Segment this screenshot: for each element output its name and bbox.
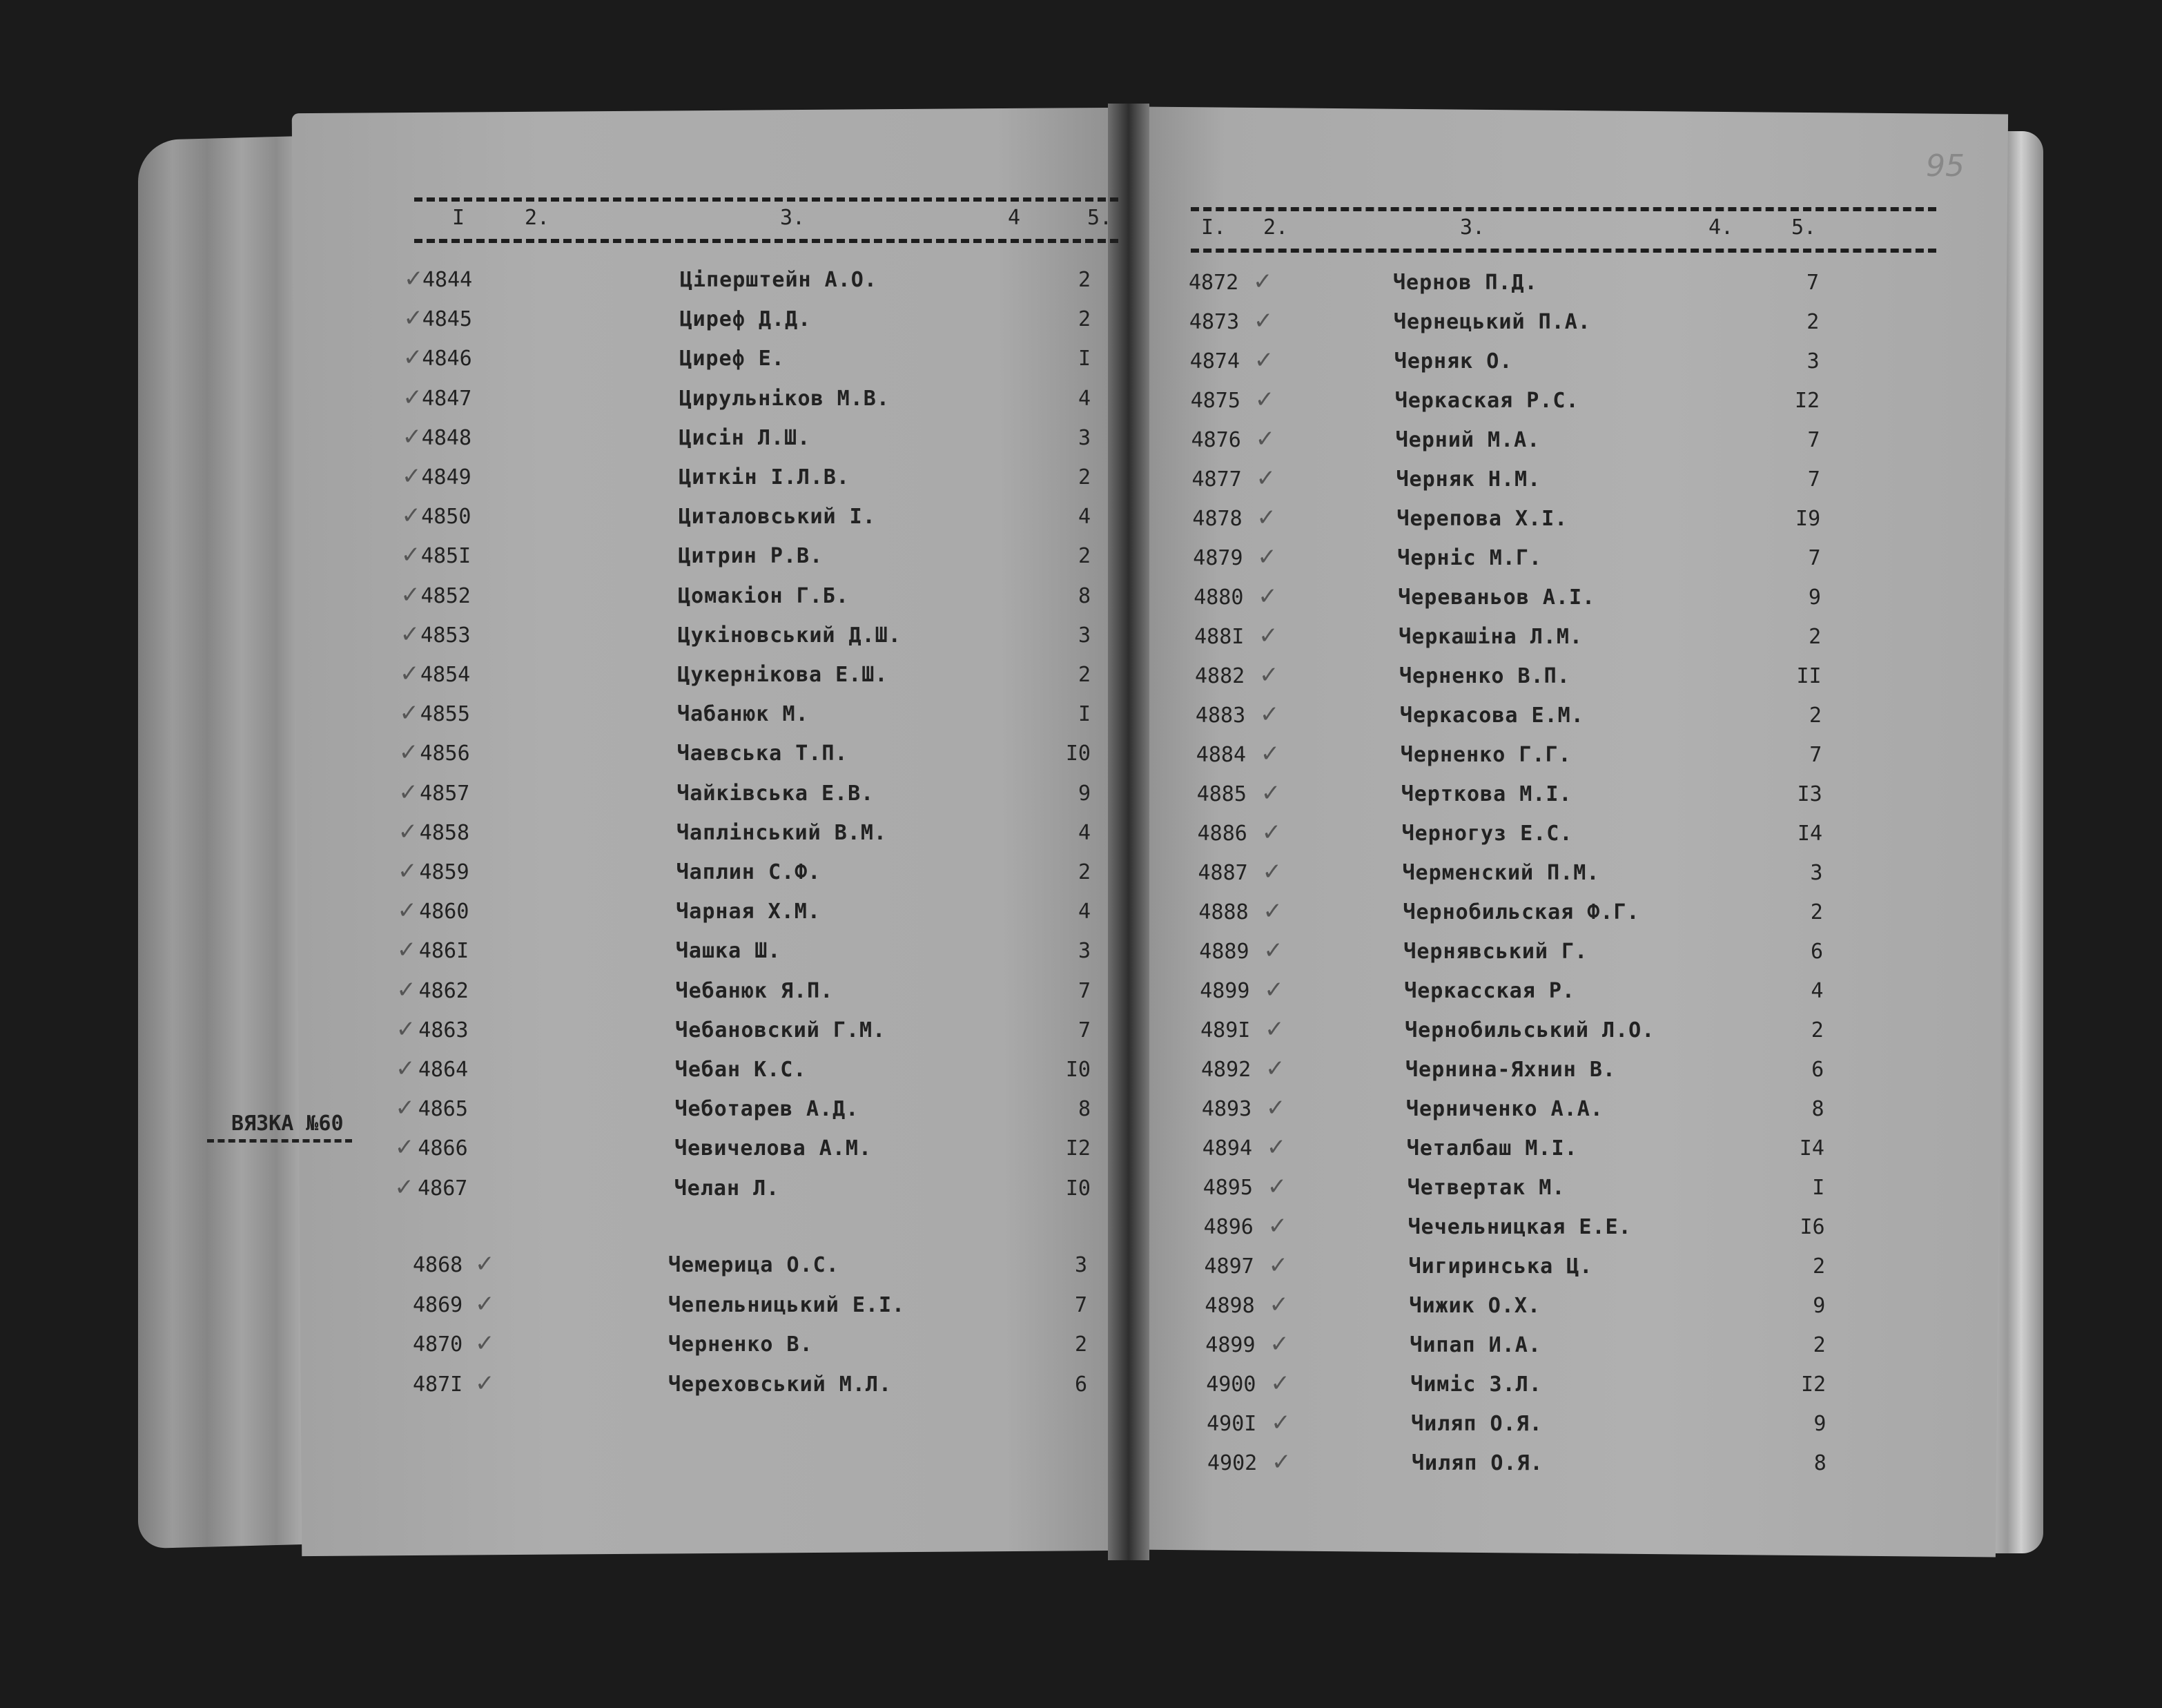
check-mark: ✓ [1261,819,1282,846]
check-mark: ✓ [1267,1212,1288,1240]
left-col-header-2: 2. [525,206,550,230]
person-name: Цисін Л.Ш. [679,425,811,450]
check-mark: ✓ [475,1250,495,1278]
sheet-count: 7 [1807,428,1820,452]
record-number: 489I [1200,1018,1251,1042]
left-col-header-1: I [452,206,465,230]
check-mark: ✓ [1271,1409,1291,1437]
record-number: 487I [413,1372,463,1397]
sheet-count: I4 [1799,1136,1824,1161]
record-number: 4869 [413,1292,463,1317]
sheet-count: 2 [1074,1332,1087,1357]
person-name: Чернобильская Ф.Г. [1403,900,1640,924]
record-number: 4878 [1192,507,1243,531]
check-mark: ✓ [1253,307,1274,335]
check-mark: ✓ [400,541,421,570]
record-number: 488I [1194,625,1245,649]
sheet-count: 3 [1806,349,1820,373]
check-mark: ✓ [475,1290,495,1318]
record-number: 4897 [1204,1254,1254,1279]
sheet-count: 4 [1078,820,1091,845]
person-name: Циреф Е. [679,347,785,371]
person-name: Чипап И.А. [1410,1333,1541,1357]
sheet-count: 9 [1078,781,1091,806]
sheet-count: 3 [1078,425,1091,450]
sheet-count: I4 [1797,822,1823,846]
check-mark: ✓ [1266,1134,1287,1161]
sheet-count: I [1078,347,1091,371]
record-number: 4867 [418,1176,468,1201]
check-mark: ✓ [397,897,417,925]
person-name: Чигиринська Ц. [1408,1254,1593,1279]
record-number: 4872 [1189,271,1239,295]
record-number: 4848 [421,425,472,450]
sheet-count: 9 [1813,1412,1827,1436]
check-mark: ✓ [1260,779,1281,807]
right-col-header-2: 2. [1263,215,1289,240]
check-mark: ✓ [1254,386,1275,414]
person-name: Цомакіон Г.Б. [678,583,849,608]
record-number: 4845 [422,307,472,332]
record-number: 4876 [1191,428,1241,452]
right-col-header-3: 3. [1460,215,1486,240]
record-number: 4866 [418,1136,468,1161]
record-number: 4885 [1196,782,1247,806]
person-name: Чернобильський Л.О. [1405,1018,1655,1042]
person-name: Чижик О.Х. [1409,1294,1541,1318]
record-number: 4870 [413,1332,463,1357]
person-name: Цукіновський Д.Ш. [677,623,902,648]
check-mark: ✓ [400,620,420,648]
record-number: 4874 [1189,349,1240,373]
check-mark: ✓ [475,1369,495,1397]
person-name: Черменский П.М. [1402,861,1600,885]
person-name: Черненко В.П. [1399,664,1570,688]
check-mark: ✓ [396,1015,416,1043]
sheet-count: 8 [1811,1097,1824,1121]
record-number: 4873 [1189,310,1240,334]
record-number: 4852 [420,583,471,608]
person-name: Чабанюк М. [677,702,809,727]
check-mark: ✓ [402,383,422,411]
sheet-count: 7 [1809,743,1822,767]
check-mark: ✓ [399,699,419,728]
person-name: Цирульніков М.В. [679,386,890,411]
check-mark: ✓ [1259,701,1280,728]
person-name: Черкашіна Л.М. [1399,625,1583,649]
check-mark: ✓ [400,581,420,609]
sheet-count: I2 [1800,1372,1827,1397]
record-number: 4888 [1198,900,1249,924]
person-name: Циткін І.Л.В. [679,465,850,489]
sheet-count: 2 [1809,625,1822,649]
person-name: Чернина-Яхнин В. [1405,1058,1616,1082]
sheet-count: I0 [1065,1176,1091,1201]
record-number: 4887 [1198,861,1248,885]
sheet-count: 2 [1812,1254,1825,1279]
check-mark: ✓ [403,304,423,333]
record-number: 4844 [422,268,473,292]
sheet-count: I6 [1800,1215,1825,1239]
sheet-count: 6 [1811,1058,1824,1082]
person-name: Черногуз Е.С. [1401,822,1573,846]
record-number: 4899 [1200,979,1250,1003]
record-number: 4893 [1201,1097,1252,1121]
sheet-count: I2 [1065,1136,1091,1161]
person-name: Чеботарев А.Д. [674,1097,859,1122]
record-number: 4864 [418,1058,469,1082]
record-number: 4880 [1194,585,1244,610]
record-number: 4902 [1207,1451,1258,1475]
check-mark: ✓ [1257,543,1277,571]
record-number: 4889 [1199,940,1249,964]
person-name: Чернявський Г. [1403,940,1588,964]
person-name: Четалбаш М.І. [1406,1136,1578,1161]
check-mark: ✓ [1272,1448,1292,1476]
record-number: 485I [420,544,471,569]
sheet-count: 2 [1806,310,1820,334]
book-gutter [1108,104,1149,1560]
person-name: Черненко В. [668,1332,813,1357]
left-col-header-3: 3. [780,206,806,230]
record-number: 4857 [420,781,470,806]
sheet-count: 8 [1078,1097,1091,1122]
person-name: Черний М.А. [1395,428,1541,452]
sheet-count: 2 [1811,1018,1824,1042]
person-name: Черниченко А.А. [1405,1097,1604,1121]
check-mark: ✓ [1267,1173,1287,1201]
person-name: Чиляп О.Я. [1412,1451,1543,1475]
check-mark: ✓ [396,976,416,1004]
record-number: 490I [1207,1412,1257,1436]
check-mark: ✓ [1258,583,1278,610]
person-name: Чайківська Е.В. [676,781,875,806]
check-mark: ✓ [402,463,422,490]
check-mark: ✓ [1265,1055,1285,1083]
sheet-count: 3 [1078,623,1091,648]
person-name: Чашка Ш. [675,939,781,964]
check-mark: ✓ [396,1055,416,1083]
bundle-label: ВЯЗКА №60 [231,1112,344,1136]
record-number: 4884 [1196,743,1247,767]
sheet-count: II [1796,664,1822,688]
sheet-count: 6 [1811,940,1824,964]
person-name: Чепельницький Е.І. [668,1292,906,1317]
person-name: Чарная Х.М. [676,900,821,924]
check-mark: ✓ [398,817,418,846]
person-name: Черкасская Р. [1404,979,1575,1003]
record-number: 486I [418,939,469,964]
check-mark: ✓ [394,1173,414,1201]
folio-number: 95 [1926,148,1965,184]
check-mark: ✓ [1265,1094,1286,1122]
sheet-count: 3 [1810,861,1823,885]
sheet-count: I9 [1795,507,1821,531]
sheet-count: 7 [1807,467,1820,492]
check-mark: ✓ [395,1094,415,1123]
check-mark: ✓ [475,1330,495,1357]
record-number: 4855 [420,702,470,727]
record-number: 4895 [1202,1176,1253,1200]
person-name: Чаевська Т.П. [676,741,848,766]
record-number: 4849 [421,465,471,489]
person-name: Черняк Н.М. [1396,467,1541,492]
record-number: 4886 [1197,822,1247,846]
sheet-count: 9 [1808,585,1821,610]
check-mark: ✓ [398,778,418,806]
record-number: 4858 [419,820,470,845]
right-col-header-1: I. [1201,215,1227,240]
record-number: 4896 [1203,1215,1254,1239]
sheet-count: I0 [1065,1058,1091,1082]
check-mark: ✓ [404,265,424,293]
person-name: Чернецький П.А. [1393,310,1591,334]
person-name: Черкаская Р.С. [1394,389,1579,413]
sheet-count: I [1078,702,1091,727]
person-name: Циталовський І. [678,505,876,530]
sheet-count: 7 [1078,978,1091,1003]
left-header-bottom-rule [414,239,1118,243]
person-name: Циреф Д.Д. [679,307,812,332]
check-mark: ✓ [394,1134,415,1162]
person-name: Цукернікова Е.Ш. [677,663,888,687]
check-mark: ✓ [1269,1291,1289,1319]
sheet-count: I2 [1794,389,1820,413]
record-number: 4863 [418,1018,469,1042]
check-mark: ✓ [402,344,423,372]
bundle-underline [207,1139,352,1143]
left-col-header-4: 4 [1008,206,1021,230]
right-header-bottom-rule [1191,249,1936,253]
left-header-top-rule [414,197,1118,202]
check-mark: ✓ [1263,897,1283,925]
person-name: Чиляп О.Я. [1411,1412,1543,1436]
sheet-count: 2 [1078,307,1091,332]
sheet-count: 4 [1078,505,1091,530]
left-page-block-edge [138,136,311,1549]
record-number: 4859 [419,860,469,884]
record-number: 4894 [1202,1136,1253,1161]
person-name: Четвертак М. [1407,1176,1566,1200]
sheet-count: 7 [1806,271,1819,295]
record-number: 4850 [421,505,471,530]
sheet-count: 2 [1809,703,1822,728]
check-mark: ✓ [1255,425,1276,453]
record-number: 4853 [420,623,471,648]
check-mark: ✓ [1262,858,1282,886]
right-col-header-5: 5. [1791,215,1817,240]
record-number: 4877 [1191,467,1242,492]
person-name: Чаплінський В.М. [676,820,887,845]
person-name: Чечельницкая Е.Е. [1408,1215,1632,1239]
person-name: Чемерица О.С. [668,1253,839,1277]
person-name: Чиміс З.Л. [1410,1372,1542,1397]
sheet-count: 4 [1811,979,1824,1003]
sheet-count: 6 [1074,1372,1087,1397]
record-number: 4892 [1201,1058,1252,1082]
person-name: Чебановский Г.М. [675,1018,886,1042]
record-number: 4898 [1205,1294,1255,1318]
person-name: Черкасова Е.М. [1399,703,1584,728]
sheet-count: 2 [1078,268,1091,292]
sheet-count: 7 [1078,1018,1091,1042]
person-name: Череваньов А.І. [1398,585,1596,610]
check-mark: ✓ [1256,465,1276,492]
check-mark: ✓ [1259,661,1279,689]
record-number: 4846 [422,347,472,371]
record-number: 4862 [418,978,469,1003]
record-number: 4879 [1193,546,1243,570]
record-number: 4900 [1206,1372,1256,1397]
person-name: Чебан К.С. [674,1058,807,1082]
right-header-top-rule [1191,207,1936,211]
person-name: Чевичелова А.М. [674,1136,873,1161]
record-number: 4875 [1190,389,1240,413]
person-name: Черняк О. [1394,349,1513,373]
record-number: 4882 [1195,664,1245,688]
sheet-count: 3 [1078,939,1091,964]
person-name: Череховський М.Л. [668,1372,893,1397]
left-col-header-5: 5. [1087,206,1113,230]
check-mark: ✓ [398,739,419,767]
check-mark: ✓ [1258,622,1278,650]
sheet-count: 9 [1813,1294,1826,1318]
check-mark: ✓ [1256,504,1276,532]
person-name: Черепова Х.І. [1396,507,1568,531]
person-name: Черткова М.І. [1401,782,1572,806]
check-mark: ✓ [1268,1252,1288,1279]
record-number: 4860 [419,900,469,924]
person-name: Черніс М.Г. [1397,546,1542,570]
record-number: 4856 [420,741,470,766]
person-name: Челан Л. [674,1176,780,1201]
check-mark: ✓ [1265,1016,1285,1043]
check-mark: ✓ [1269,1330,1289,1358]
sheet-count: 7 [1074,1292,1087,1317]
right-col-header-4: 4. [1708,215,1734,240]
record-number: 4899 [1205,1333,1256,1357]
record-number: 4854 [420,663,471,687]
check-mark: ✓ [1270,1370,1290,1397]
record-number: 4883 [1195,703,1246,728]
person-name: Ціперштейн А.О. [680,268,877,292]
sheet-count: 2 [1078,465,1091,489]
record-number: 4865 [418,1097,468,1122]
sheet-count: I3 [1797,782,1822,806]
sheet-count: 4 [1078,386,1091,411]
sheet-count: I [1812,1176,1825,1200]
sheet-count: 2 [1078,663,1091,687]
sheet-count: 3 [1074,1253,1087,1277]
person-name: Чаплин С.Ф. [676,860,821,884]
check-mark: ✓ [401,502,421,530]
check-mark: ✓ [400,660,420,688]
sheet-count: 4 [1078,900,1091,924]
person-name: Чернов П.Д. [1393,271,1538,295]
check-mark: ✓ [1260,740,1280,768]
check-mark: ✓ [1254,347,1274,374]
check-mark: ✓ [398,857,418,885]
sheet-count: 7 [1808,546,1821,570]
sheet-count: 2 [1078,860,1091,884]
sheet-count: 2 [1810,900,1823,924]
check-mark: ✓ [402,423,422,451]
check-mark: ✓ [1263,937,1283,964]
sheet-count: I0 [1065,741,1091,766]
sheet-count: 8 [1813,1451,1827,1475]
sheet-count: 2 [1078,544,1091,569]
check-mark: ✓ [396,936,417,964]
record-number: 4868 [413,1253,463,1277]
person-name: Чебанюк Я.П. [675,978,834,1003]
sheet-count: 2 [1813,1333,1826,1357]
check-mark: ✓ [1264,976,1284,1004]
record-number: 4847 [422,386,472,411]
check-mark: ✓ [1253,268,1273,295]
person-name: Цитрин Р.В. [678,544,824,569]
sheet-count: 8 [1078,583,1091,608]
person-name: Черненко Г.Г. [1400,743,1572,767]
